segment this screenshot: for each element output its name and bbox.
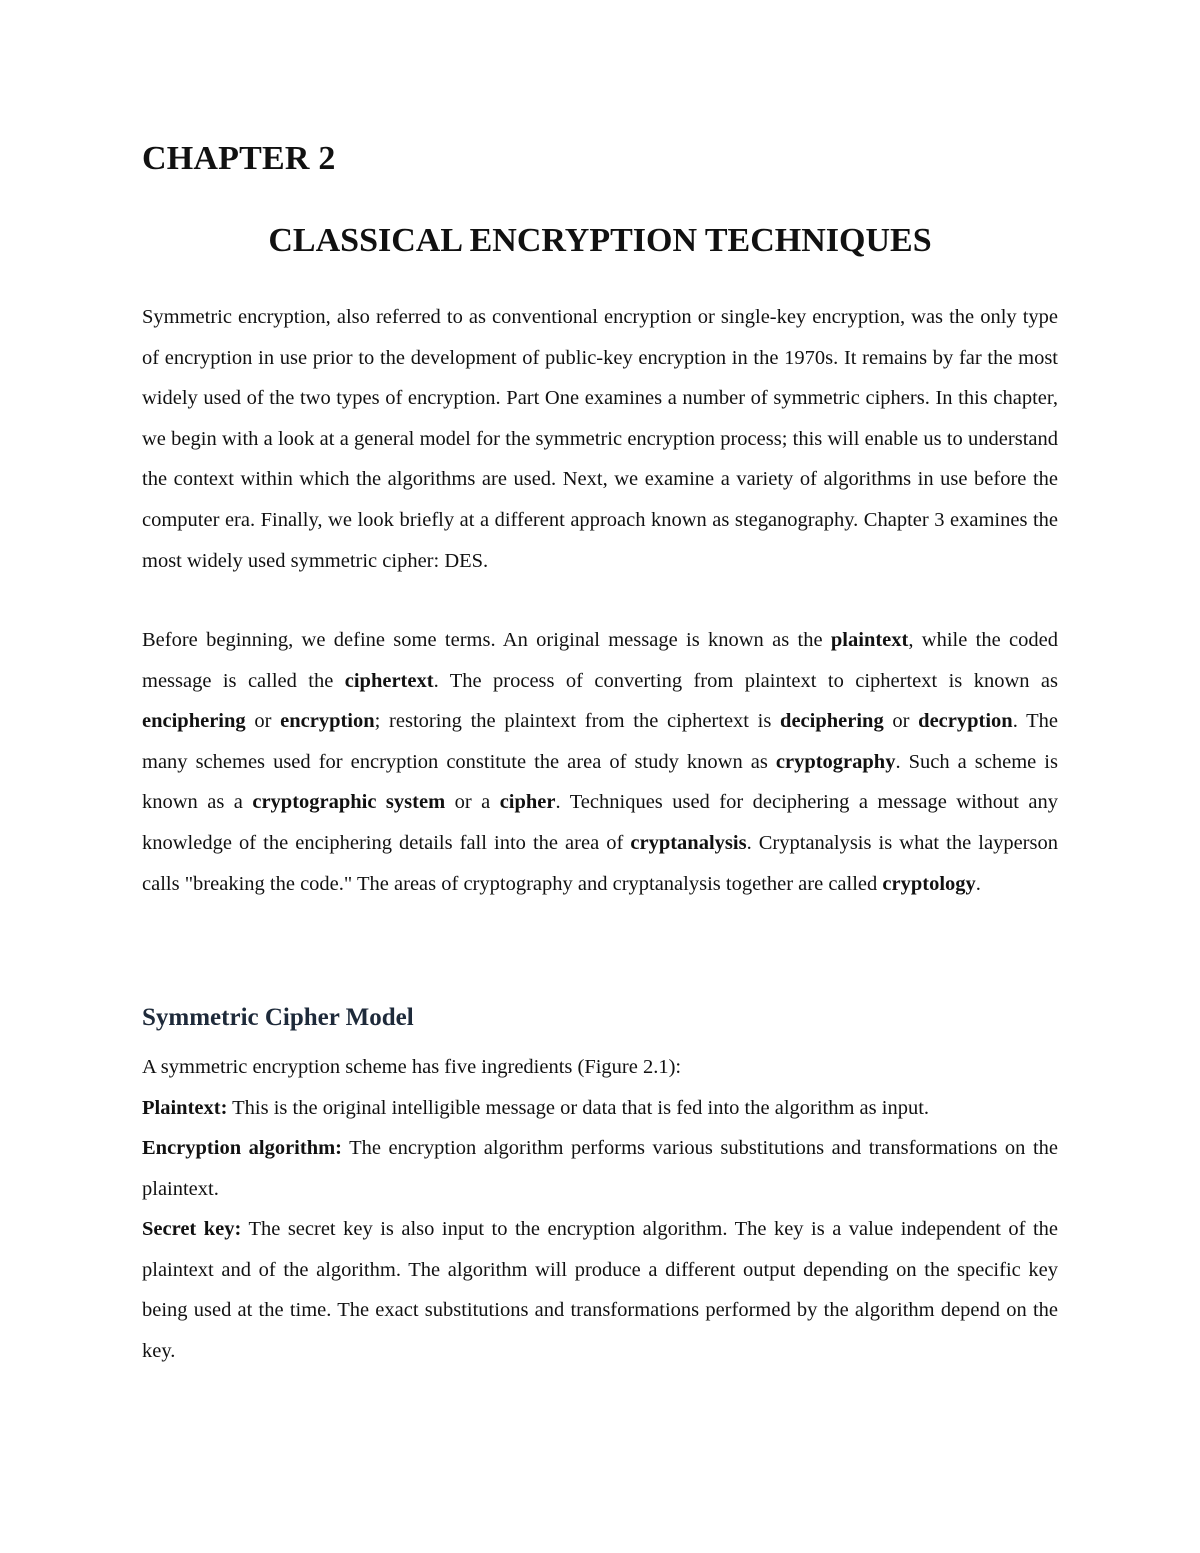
definition-text: This is the original intelligible message or data that is fed into the algorithm as input. bbox=[227, 1097, 930, 1119]
ingredients-intro: A symmetric encryption scheme has five ingredients (Figure 2.1): bbox=[142, 1056, 682, 1078]
definition-plaintext bbox=[142, 1088, 1058, 1129]
text-run: Before beginning, we define some terms. An original message is known as the bbox=[142, 629, 831, 651]
chapter-title: CLASSICAL ENCRYPTION TECHNIQUES bbox=[268, 222, 932, 259]
text-run: . Cryptanalysis is what the layperson calls "breaking the code." The areas of cryptography and cryptanalysis together are called bbox=[142, 831, 1058, 895]
term-enciphering: enciphering bbox=[142, 710, 246, 733]
term-ciphertext: ciphertext bbox=[344, 669, 434, 692]
intro-paragraph-1: Symmetric encryption, also referred to as conventional encryption or single-key encryption, was the only type of encryption in use prior to the development of public-key encryption in the 1970s. It remains by far the most widely used of the two types of encryption. Part One examines a number of symmetric ciphers. In this chapter, we begin with a look at a general model for the symmetric encryption process; this will enable us to understand the context within which the algorithms are used. Next, we examine a variety of algorithms in use before the computer era. Finally, we look briefly at a different approach known as steganography. Chapter 3 examines the most widely used symmetric cipher: DES. bbox=[142, 306, 1058, 572]
text-run: ; restoring the plaintext from the ciphertext is bbox=[374, 710, 781, 733]
definition-secret-key bbox=[142, 1209, 1058, 1371]
text-run: . The many schemes used for encryption constitute the area of study known as bbox=[142, 710, 1059, 773]
text-run: or bbox=[883, 710, 919, 733]
definition-term: Encryption algorithm: bbox=[142, 1137, 342, 1159]
term-cryptography: cryptography bbox=[775, 750, 896, 773]
text-run: . Techniques used for deciphering a message without any knowledge of the enciphering details fall into the area of bbox=[142, 791, 1058, 854]
term-cryptology: cryptology bbox=[882, 872, 976, 895]
term-cipher: cipher bbox=[499, 791, 556, 814]
term-cryptanalysis: cryptanalysis bbox=[630, 831, 747, 854]
definition-encryption-algorithm bbox=[142, 1128, 1058, 1209]
text-run: . bbox=[975, 872, 981, 895]
definition-term: Secret key: bbox=[142, 1218, 242, 1240]
term-deciphering: deciphering bbox=[780, 710, 884, 733]
text-run: or bbox=[245, 710, 281, 733]
definition-text: The encryption algorithm performs various substitutions and transformations on the plaintext. bbox=[142, 1137, 1058, 1200]
text-run: . Such a scheme is known as a bbox=[142, 750, 1058, 814]
definition-text: The secret key is also input to the encryption algorithm. The key is a value independent of the plaintext and of the algorithm. The algorithm will produce a different output depending on the specific key being used at the time. The exact substitutions and transformations performed by the algorithm depend on the key. bbox=[142, 1218, 1058, 1362]
text-run: , while the coded message is called the bbox=[142, 629, 1058, 692]
intro-paragraph-2 bbox=[142, 620, 1058, 904]
term-decryption: decryption bbox=[918, 710, 1013, 733]
definition-term: Plaintext: bbox=[142, 1097, 228, 1119]
text-run: or a bbox=[445, 791, 500, 814]
section-heading: Symmetric Cipher Model bbox=[142, 1004, 414, 1031]
term-plaintext: plaintext bbox=[830, 629, 909, 651]
text-run: . The process of converting from plaintext to ciphertext is known as bbox=[433, 669, 1058, 692]
term-cryptographic-system: cryptographic system bbox=[252, 791, 446, 814]
term-encryption: encryption bbox=[280, 710, 375, 733]
chapter-label: CHAPTER 2 bbox=[142, 140, 336, 177]
